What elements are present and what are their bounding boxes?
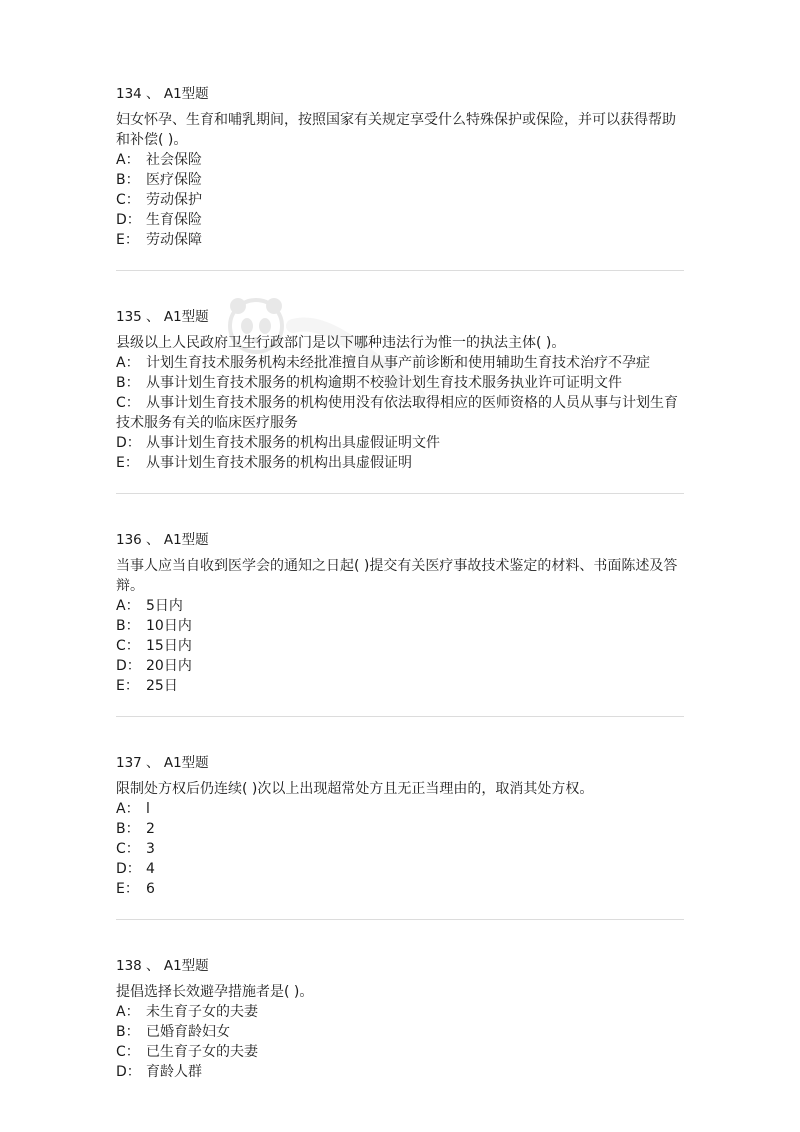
- option-b: B： 2: [116, 821, 155, 837]
- question-136: [116, 530, 684, 696]
- option-b: B： 已婚育龄妇女: [116, 1024, 230, 1040]
- question-137: [116, 753, 684, 899]
- divider: [116, 716, 684, 717]
- question-134: [116, 84, 684, 250]
- question-stem: 当事人应当自收到医学会的通知之日起( )提交有关医疗事故技术鉴定的材料、书面陈述及答辩。: [116, 558, 678, 594]
- option-e: E： 25日: [116, 678, 178, 694]
- option-c: C： 已生育子女的夫妻: [116, 1044, 258, 1060]
- option-e: E： 从事计划生育技术服务的机构出具虚假证明: [116, 455, 412, 471]
- option-c: C： 15日内: [116, 638, 192, 654]
- option-d: D： 育龄人群: [116, 1064, 202, 1080]
- option-a: A： l: [116, 801, 150, 817]
- divider: [116, 919, 684, 920]
- option-e: E： 劳动保障: [116, 232, 202, 248]
- divider: [116, 270, 684, 271]
- option-a: A： 5日内: [116, 598, 183, 614]
- divider: [116, 493, 684, 494]
- option-a: A： 社会保险: [116, 152, 202, 168]
- question-stem: 提倡选择长效避孕措施者是( )。: [116, 984, 314, 1000]
- question-list: [116, 84, 684, 1082]
- question-number: 135 、 A1型题: [116, 309, 209, 325]
- question-138: [116, 956, 684, 1082]
- option-d: D： 20日内: [116, 658, 192, 674]
- question-number: 138 、 A1型题: [116, 958, 209, 974]
- option-d: D： 4: [116, 861, 155, 877]
- option-e: E： 6: [116, 881, 155, 897]
- option-b: B： 医疗保险: [116, 172, 202, 188]
- question-135: [116, 307, 684, 473]
- option-b: B： 从事计划生育技术服务的机构逾期不校验计划生育技术服务执业许可证明文件: [116, 375, 622, 391]
- option-c: C： 3: [116, 841, 155, 857]
- option-a: A： 计划生育技术服务机构未经批准擅自从事产前诊断和使用辅助生育技术治疗不孕症: [116, 355, 650, 371]
- question-stem: 妇女怀孕、生育和哺乳期间，按照国家有关规定享受什么特殊保护或保险，并可以获得帮助和补偿( )。: [116, 112, 676, 148]
- option-c: C： 劳动保护: [116, 192, 202, 208]
- question-number: 134 、 A1型题: [116, 86, 209, 102]
- question-stem: 限制处方权后仍连续( )次以上出现超常处方且无正当理由的，取消其处方权。: [116, 781, 594, 797]
- question-number: 137 、 A1型题: [116, 755, 209, 771]
- option-d: D： 从事计划生育技术服务的机构出具虚假证明文件: [116, 435, 440, 451]
- option-d: D： 生育保险: [116, 212, 202, 228]
- question-stem: 县级以上人民政府卫生行政部门是以下哪种违法行为惟一的执法主体( )。: [116, 335, 566, 351]
- option-a: A： 未生育子女的夫妻: [116, 1004, 258, 1020]
- option-c: C： 从事计划生育技术服务的机构使用没有依法取得相应的医师资格的人员从事与计划生育技术服务有关的临床医疗服务: [116, 395, 678, 431]
- option-b: B： 10日内: [116, 618, 192, 634]
- question-number: 136 、 A1型题: [116, 532, 209, 548]
